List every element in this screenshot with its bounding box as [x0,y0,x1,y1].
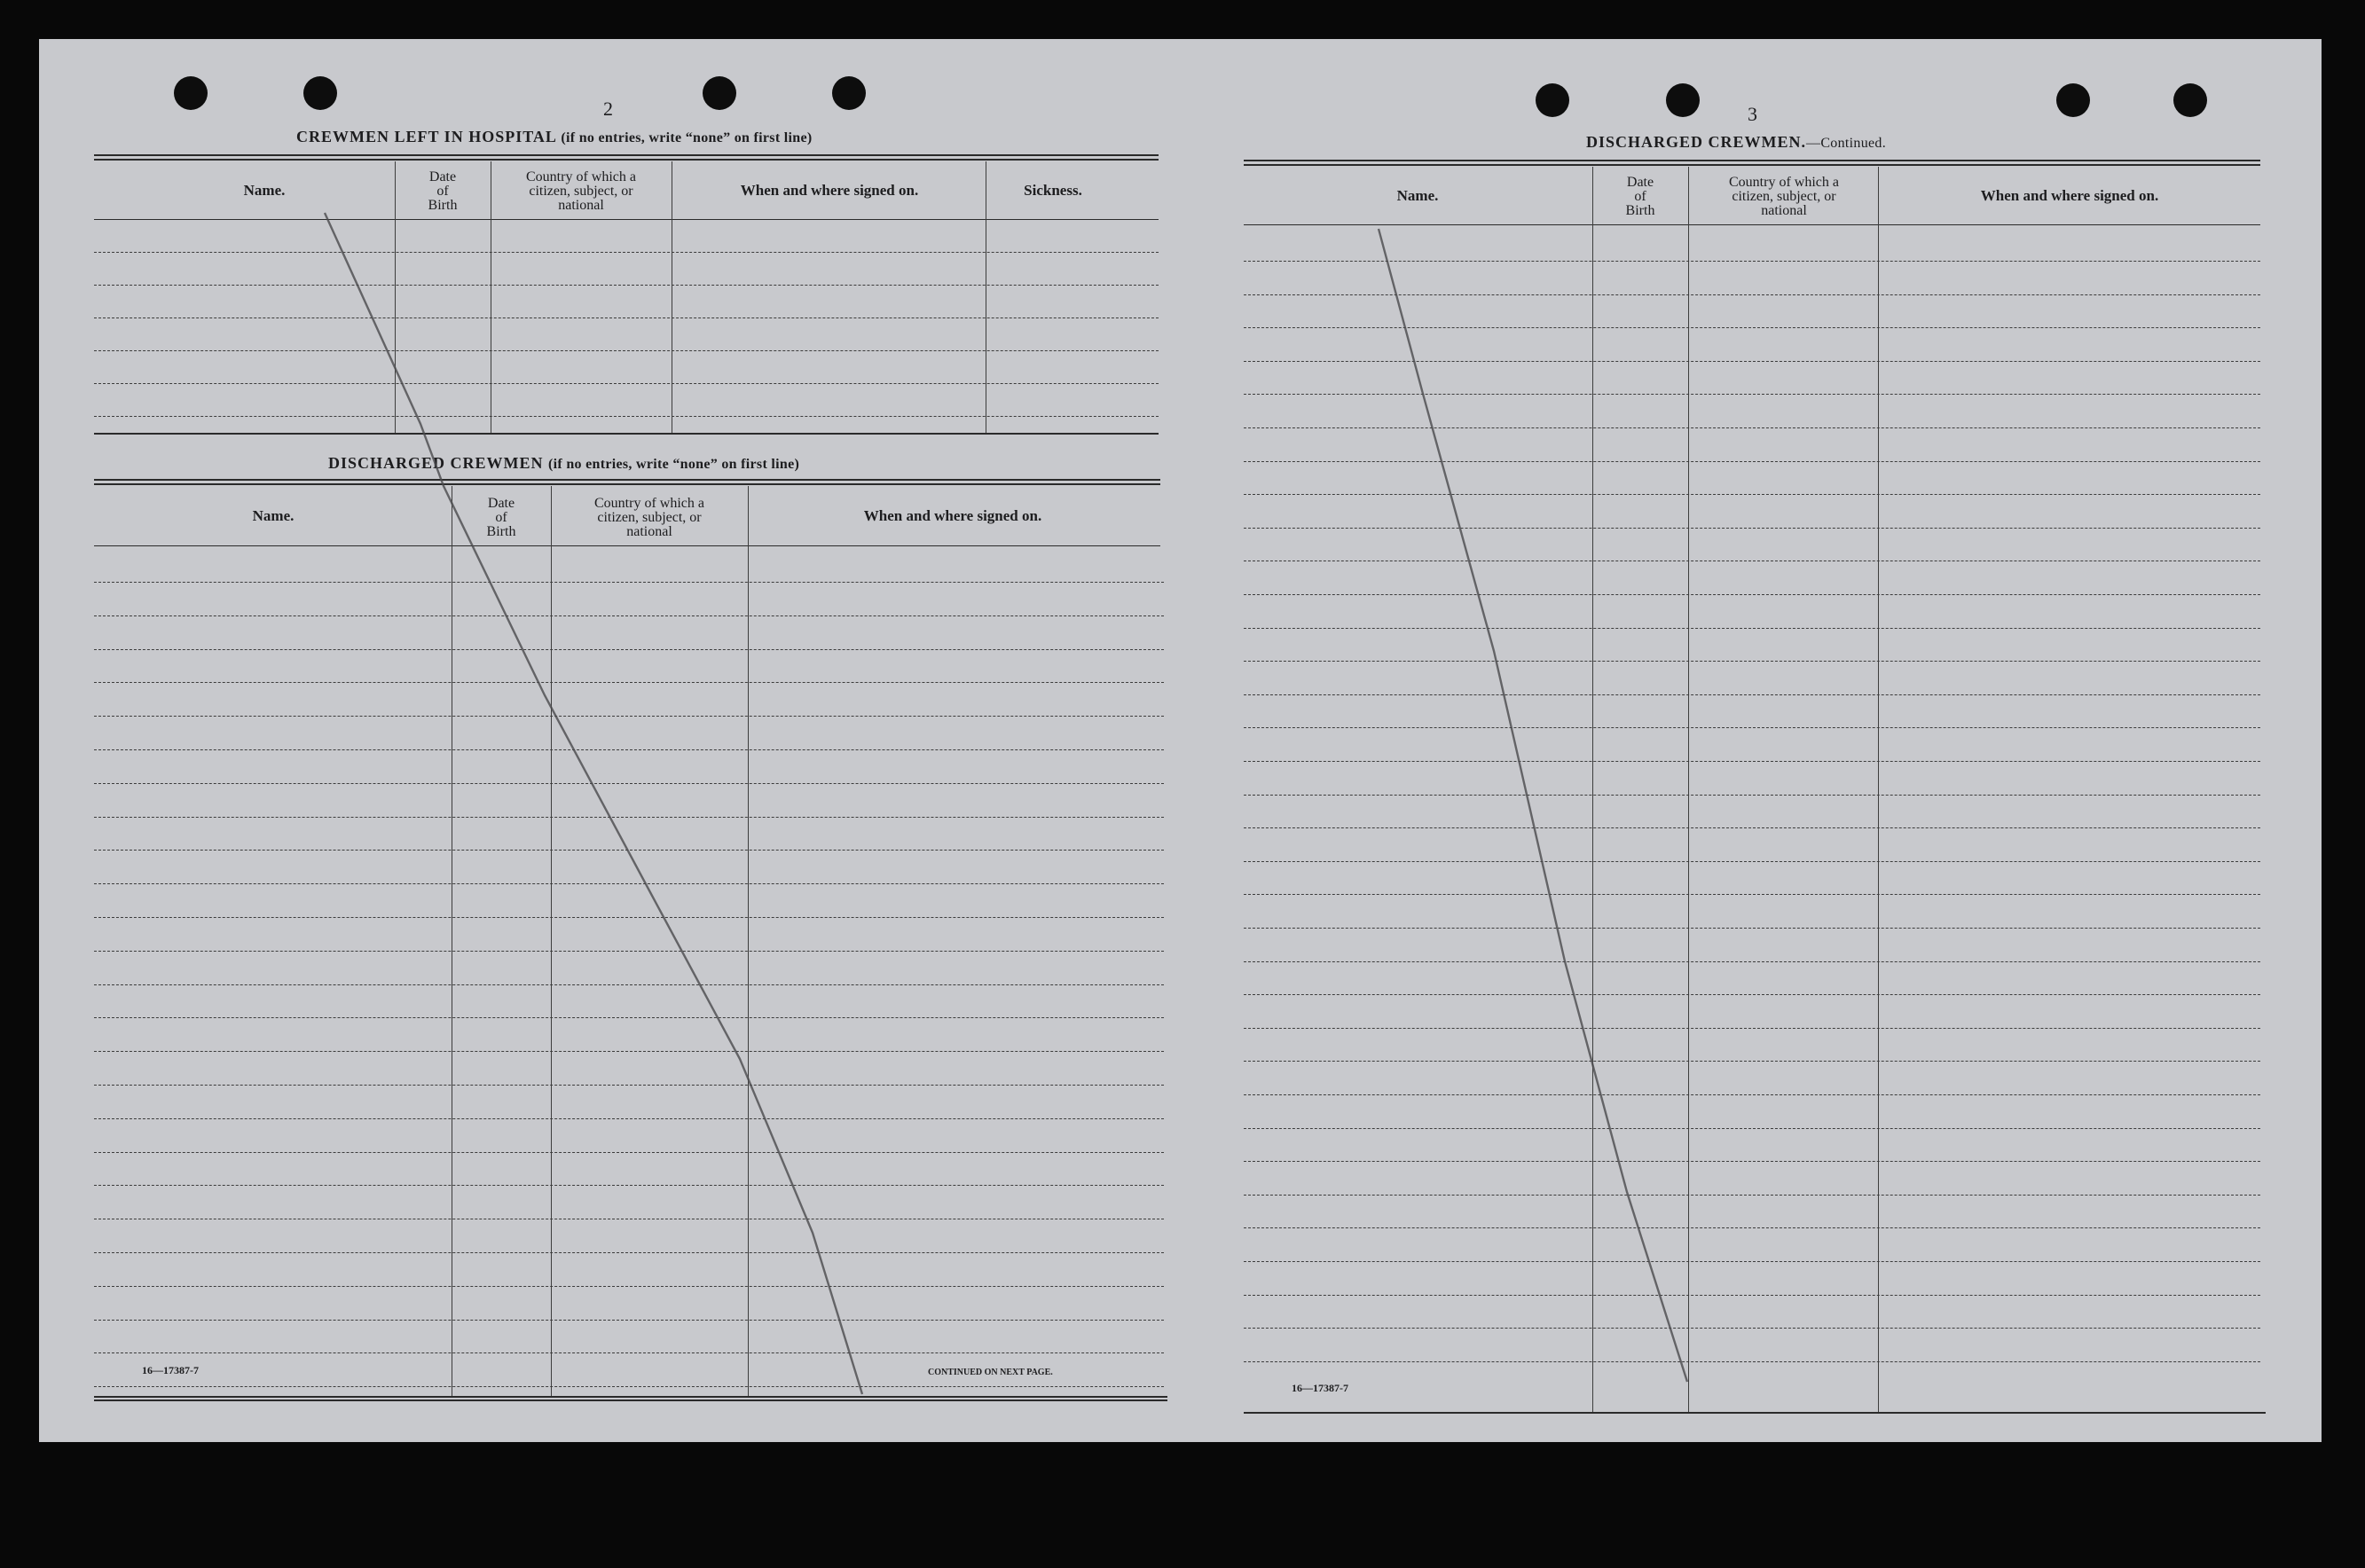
discharged-col-signed-on: When and where signed on. [863,506,1042,524]
discharged-col-country: Country of which a citizen, subject, or national [594,496,704,539]
right-title-continued: —Continued. [1806,136,1886,151]
right-col-dob: Date of Birth [1625,175,1655,218]
hospital-col-signed-on: When and where signed on. [740,181,919,199]
right-col-name: Name. [1396,186,1439,204]
hospital-col-country: Country of which a citizen, subject, or national [526,169,636,213]
hospital-col-dob: Date of Birth [428,169,458,213]
discharged-title-note: (if no entries, write “none” on first line) [548,457,800,472]
discharged-title-text: DISCHARGED CREWMEN [328,454,544,472]
continued-note: CONTINUED ON NEXT PAGE. [928,1368,1053,1377]
discharged-col-name: Name. [252,506,295,524]
right-title-text: DISCHARGED CREWMEN. [1586,133,1807,151]
discharged-col-dob: Date of Birth [486,496,516,539]
pencil-cancellation-marks [39,39,2322,1442]
form-number-right: 16—17387-7 [1292,1382,1348,1394]
hospital-col-name: Name. [243,181,286,199]
page-number-left: 2 [603,98,613,120]
hospital-title-text: CREWMEN LEFT IN HOSPITAL [296,128,556,145]
hospital-col-sickness: Sickness. [1024,181,1082,199]
right-col-signed-on: When and where signed on. [1980,186,2159,204]
page-number-right: 3 [1748,103,1757,125]
right-col-country: Country of which a citizen, subject, or national [1729,175,1839,218]
form-number-left: 16—17387-7 [142,1364,199,1376]
manifest-sheet [39,39,2322,1442]
hospital-title-note: (if no entries, write “none” on first line) [561,130,813,145]
